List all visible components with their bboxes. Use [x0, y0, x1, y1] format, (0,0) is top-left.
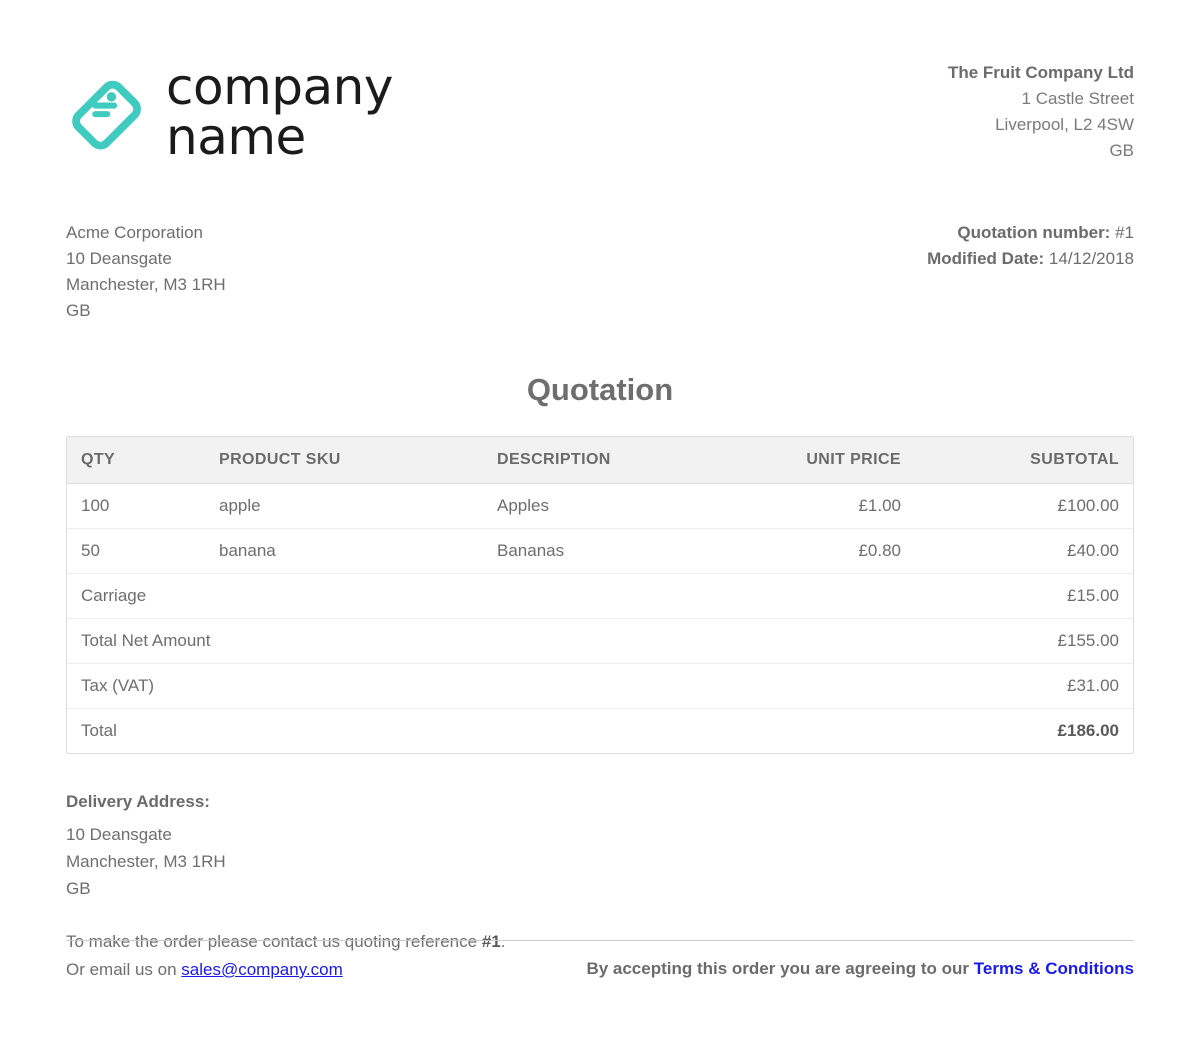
quotation-meta [927, 220, 1134, 272]
cell-description: Apples [483, 484, 697, 529]
table-row [67, 484, 1133, 529]
issuer-address [948, 60, 1134, 164]
customer-address-line-2: Manchester, M3 1RH [66, 275, 226, 294]
email-link[interactable]: sales@company.com [181, 960, 343, 979]
summary-label: Total [67, 709, 915, 754]
summary-value: £186.00 [915, 709, 1133, 754]
brand-line-1: company [166, 58, 393, 116]
column-header-subtotal: SUBTOTAL [915, 437, 1133, 484]
cell-qty: 100 [67, 484, 205, 529]
column-header-qty: QTY [67, 437, 205, 484]
document-footer [66, 940, 1134, 979]
delivery-address-line-1: 10 Deansgate [66, 825, 172, 844]
table-row [67, 529, 1133, 574]
modified-date-value: 14/12/2018 [1048, 249, 1134, 268]
column-header-description: DESCRIPTION [483, 437, 697, 484]
quotation-number-value: #1 [1115, 223, 1134, 242]
cell-sku: banana [205, 529, 483, 574]
summary-row-total [67, 709, 1133, 754]
summary-row-tax [67, 664, 1133, 709]
summary-row-carriage [67, 574, 1133, 619]
footer-text: By accepting this order you are agreeing to our [586, 959, 974, 978]
issuer-country: GB [1109, 141, 1134, 160]
table-header-row [67, 437, 1133, 484]
contact-note-suffix: . [500, 932, 506, 951]
cell-sku: apple [205, 484, 483, 529]
summary-label: Total Net Amount [67, 619, 915, 664]
customer-name: Acme Corporation [66, 223, 204, 242]
summary-row-net-amount [67, 619, 1133, 664]
summary-label: Tax (VAT) [67, 664, 915, 709]
brand-wordmark [166, 58, 393, 166]
line-items-table [66, 436, 1134, 754]
brand-line-2: name [166, 108, 306, 166]
cell-subtotal: £100.00 [915, 484, 1133, 529]
price-tag-icon [66, 66, 152, 152]
delivery-address-country: GB [66, 879, 91, 898]
email-prefix: Or email us on [66, 960, 182, 979]
document-header [0, 0, 1200, 164]
customer-country: GB [66, 301, 91, 320]
delivery-address-title: Delivery Address: [66, 792, 210, 811]
cell-description: Bananas [483, 529, 697, 574]
cell-subtotal: £40.00 [915, 529, 1133, 574]
summary-value: £15.00 [915, 574, 1133, 619]
contact-reference: #1 [481, 932, 501, 951]
column-header-unit-price: UNIT PRICE [697, 437, 915, 484]
cell-unit-price: £0.80 [697, 529, 915, 574]
delivery-address-block [66, 788, 1134, 902]
quotation-number-row [927, 220, 1134, 246]
customer-address [66, 220, 226, 324]
customer-address-line-1: 10 Deansgate [66, 249, 172, 268]
issuer-address-line-2: Liverpool, L2 4SW [995, 115, 1134, 134]
column-header-sku: PRODUCT SKU [205, 437, 483, 484]
terms-and-conditions-link[interactable]: Terms & Conditions [973, 959, 1134, 978]
delivery-address-line-2: Manchester, M3 1RH [66, 852, 226, 871]
brand-logo [66, 58, 393, 166]
parties-section [0, 164, 1200, 324]
cell-unit-price: £1.00 [697, 484, 915, 529]
quotation-number-label: Quotation number: [957, 223, 1111, 242]
issuer-name: The Fruit Company Ltd [947, 63, 1134, 82]
contact-note-prefix: To make the order please contact us quoting reference [66, 932, 482, 951]
cell-qty: 50 [67, 529, 205, 574]
issuer-address-line-1: 1 Castle Street [1021, 89, 1134, 108]
summary-label: Carriage [67, 574, 915, 619]
modified-date-label: Modified Date: [927, 249, 1045, 268]
page-title: Quotation [526, 372, 674, 407]
modified-date-row [927, 246, 1134, 272]
summary-value: £31.00 [915, 664, 1133, 709]
summary-value: £155.00 [915, 619, 1133, 664]
